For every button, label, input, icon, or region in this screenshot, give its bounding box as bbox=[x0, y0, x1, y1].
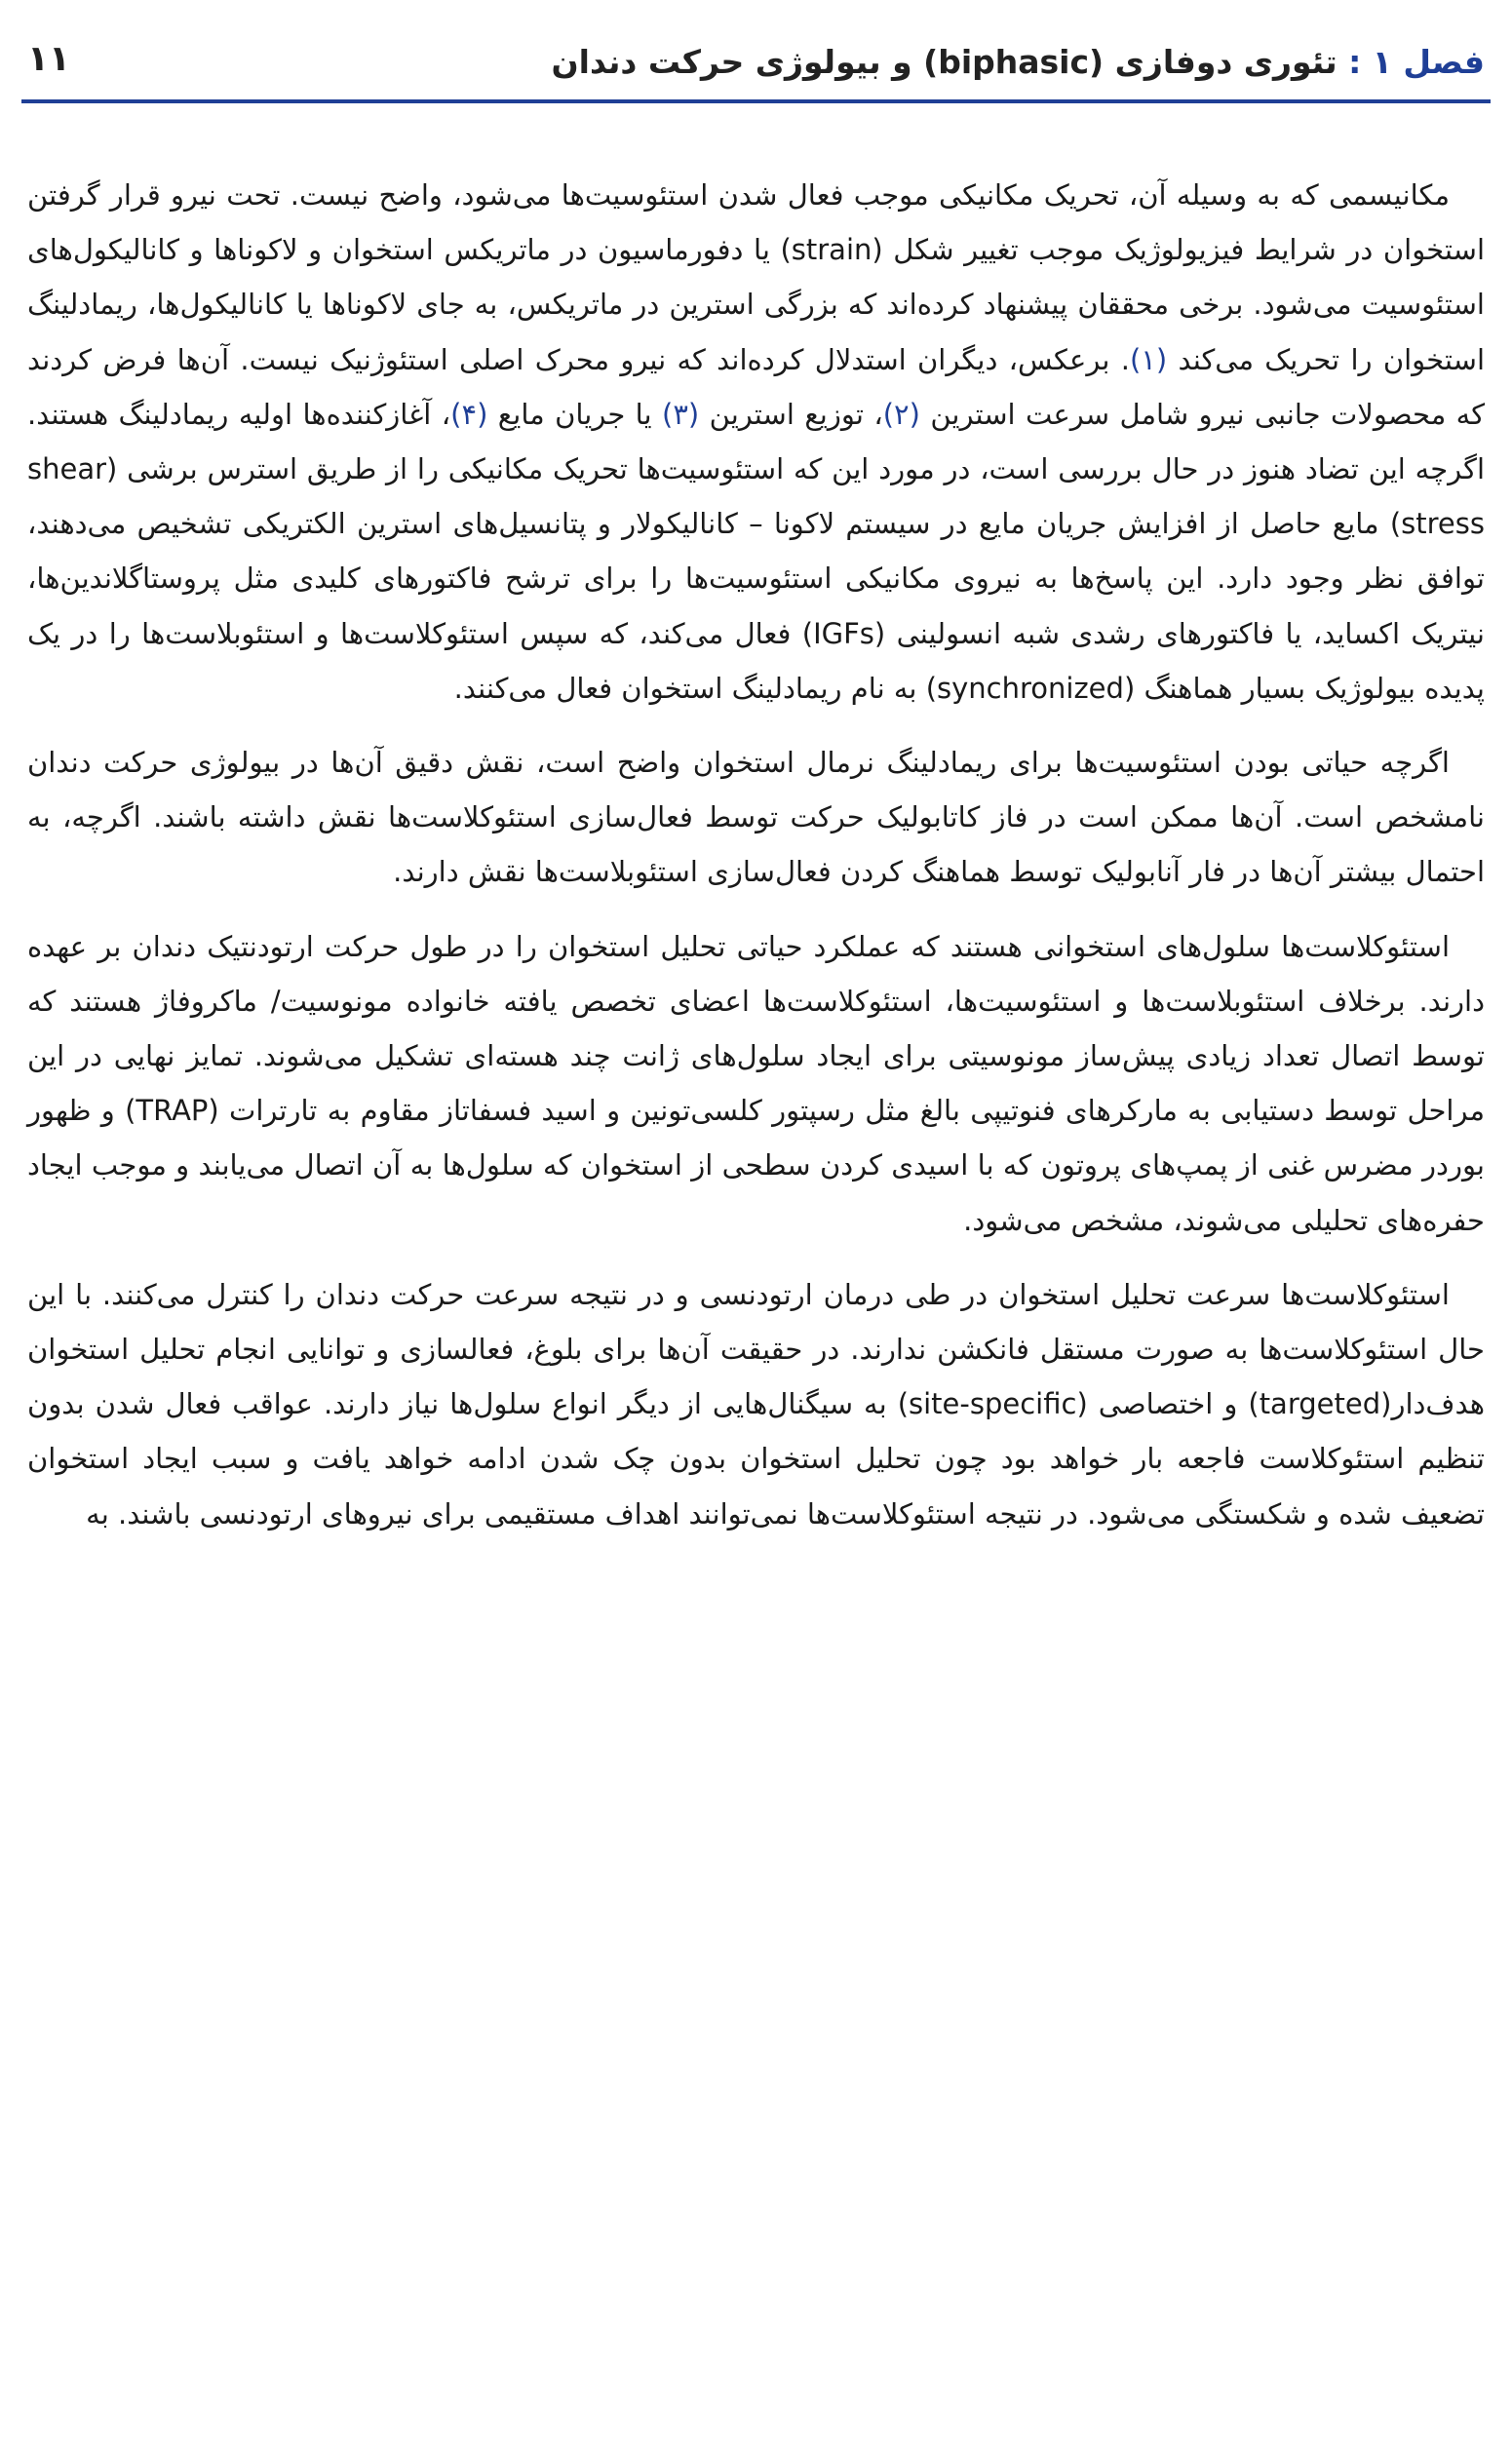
citation-ref: (۱) bbox=[1129, 342, 1168, 376]
paragraph bbox=[27, 168, 1485, 716]
body-text bbox=[27, 168, 1485, 1561]
paragraph-text: ، آغازکننده‌ها اولیه ریمادلینگ هستند. اگرچه این تضاد هنوز در حال بررسی است، در مورد این که استئوسیت‌ها تحریک مکانیکی را از طریق استرس برشی (shear stress) مایع حاصل از افزایش جریان مایع در سیستم لاکونا – کانالیکولار و پتانسیل‌های استرین الکتریکی تشخیص می‌دهند، توافق نظر وجود دارد. این پاسخ‌ها به نیروی مکانیکی استئوسیت‌ها را برای ترشح فاکتورهای کلیدی مثل پروستاگلاندین‌ها، نیتریک اکساید، یا فاکتورهای رشدی شبه انسولینی (IGFs) فعال می‌کند، که سپس استئوکلاست‌ها و استئوبلاست‌ها را در یک پدیده بیولوژیک بسیار هماهنگ (synchronized) به نام ریمادلینگ استخوان فعال می‌کنند. bbox=[27, 397, 1485, 705]
paragraph-text: استئوکلاست‌ها سلول‌های استخوانی هستند که عملکرد حیاتی تحلیل استخوان را در طول حرکت ارتودنتیک دندان بر عهده دارند. برخلاف استئوبلاست‌ها و استئوسیت‌ها، استئوکلاست‌ها اعضای تخصص یافته خانواده مونوسیت/ ماکروفاژ هستند که توسط اتصال تعداد زیادی پیش‌ساز مونوسیتی برای ایجاد سلول‌های ژانت چند هسته‌ای تشکیل می‌شوند. تمایز نهایی در این مراحل توسط دستیابی به مارکرهای فنوتیپی بالغ مثل رسپتور کلسی‌تونین و اسید فسفاتاز مقاوم به تارترات (TRAP) و ظهور بوردر مضرس غنی از پمپ‌های پروتون که با اسیدی کردن سطحی از استخوان که سلول‌ها به آن اتصال می‌یابند و موجب ایجاد حفره‌های تحلیلی می‌شوند، مشخص می‌شود. bbox=[27, 929, 1485, 1237]
chapter-title bbox=[551, 43, 1485, 82]
paragraph bbox=[27, 919, 1485, 1248]
citation-ref: (۳) bbox=[662, 397, 700, 431]
running-header bbox=[21, 27, 1491, 103]
paragraph-text: . برعکس، دیگران استدلال کرده‌اند که نیرو محرک اصلی استئوژنیک نیست. آن‌ها فرض کردند که محصولات جانبی نیرو شامل سرعت استرین bbox=[27, 342, 1485, 431]
chapter-title-text: تئوری دوفازی (biphasic) و بیولوژی حرکت دندان bbox=[551, 43, 1349, 81]
paragraph-text: ، توزیع استرین bbox=[699, 397, 883, 431]
paragraph-text: اگرچه حیاتی بودن استئوسیت‌ها برای ریمادلینگ نرمال استخوان واضح است، نقش دقیق آن‌ها در بیولوژی حرکت دندان نامشخص است. آن‌ها ممکن است در فاز کاتابولیک حرکت توسط فعال‌سازی استئوکلاست‌ها نقش داشته باشند. اگرچه، به احتمال بیشتر آن‌ها در فار آنابولیک توسط هماهنگ کردن فعال‌سازی استئوبلاست‌ها نقش دارند. bbox=[27, 746, 1485, 889]
paragraph-text: مکانیسمی که به وسیله آن، تحریک مکانیکی موجب فعال شدن استئوسیت‌ها می‌شود، واضح نیست. تحت نیرو قرار گرفتن استخوان در شرایط فیزیولوژیک موجب تغییر شکل (strain) یا دفورماسیون در ماتریکس استخوان و لاکوناها و کانالیکول‌های استئوسیت می‌شود. برخی محققان پیشنهاد کرده‌اند که بزرگی استرین در ماتریکس، به جای لاکوناها یا کانالیکول‌ها، ریمادلینگ استخوان را تحریک می‌کند bbox=[27, 178, 1485, 376]
paragraph bbox=[27, 1267, 1485, 1541]
page-number: ۱۱ bbox=[27, 39, 70, 79]
paragraph-text: استئوکلاست‌ها سرعت تحلیل استخوان در طی درمان ارتودنسی و در نتیجه سرعت حرکت دندان را کنترل می‌کنند. با این حال استئوکلاست‌ها به صورت مستقل فانکشن ندارند. در حقیقت آن‌ها برای بلوغ، فعالسازی و توانایی انجام تحلیل استخوان هدف‌دار(targeted) و اختصاصی (site-specific) به سیگنال‌هایی از دیگر انواع سلول‌ها نیاز دارند. عواقب فعال شدن بدون تنظیم استئوکلاست فاجعه بار خواهد بود چون تحلیل استخوان بدون چک شدن ادامه خواهد یافت و سبب ایجاد استخوان تضعیف شده و شکستگی می‌شود. در نتیجه استئوکلاست‌ها نمی‌توانند اهداف مستقیمی برای نیروهای ارتودنسی باشند. به bbox=[27, 1277, 1485, 1530]
paragraph bbox=[27, 735, 1485, 900]
chapter-label: فصل ۱ : bbox=[1348, 43, 1485, 81]
citation-ref: (۲) bbox=[882, 397, 920, 431]
citation-ref: (۴) bbox=[450, 397, 488, 431]
paragraph-text: یا جریان مایع bbox=[487, 397, 662, 431]
